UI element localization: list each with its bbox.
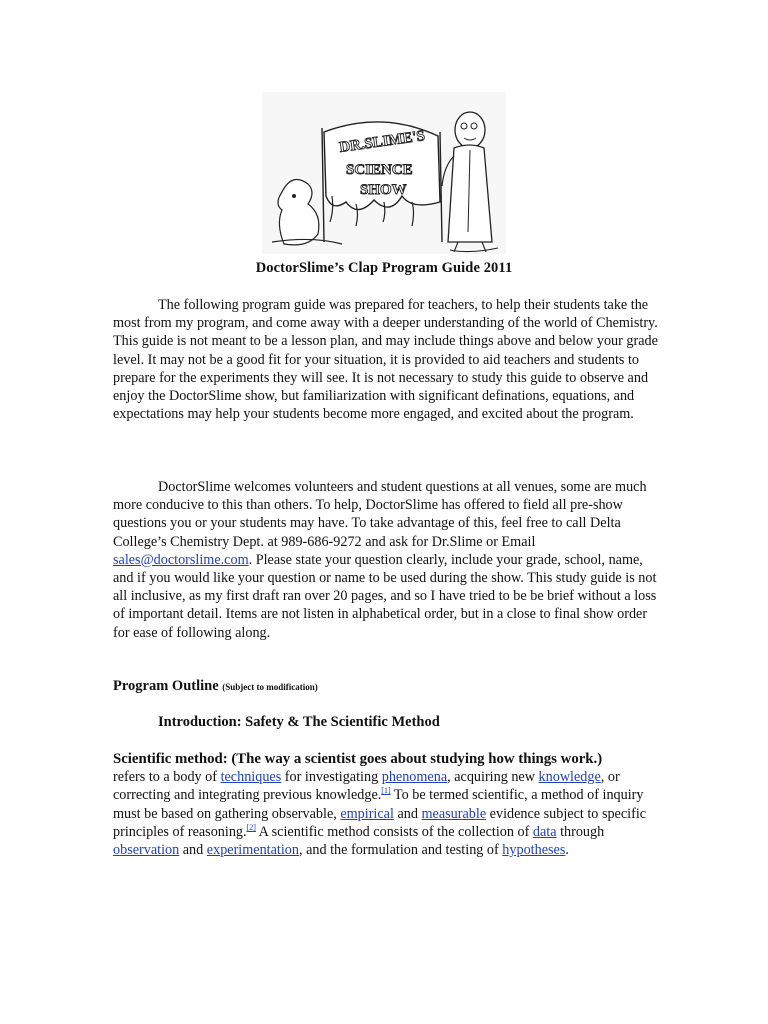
scientific-method-heading: Scientific method: (The way a scientist goes about studying how things work.) <box>113 751 603 767</box>
empirical-link[interactable]: empirical <box>340 805 394 822</box>
doctor-slime-logo <box>262 92 506 254</box>
sm-text: for investigating <box>281 769 382 786</box>
sm-text: and <box>393 805 422 822</box>
intro-paragraph-text: The following program guide was prepared for teachers, to help their students take the most from my program, and come away with a deeper understanding of the world of Chemistry. This guide is not meant to be a lesson plan, and may include things above and below your grade level. It may not be a good fit for your situation, it is provided to aid teachers and students to prepare for the experiments they will see. It is not necessary to study this guide to observe and enjoy the DoctorSlime show, but familiarization with significant definations, equations, and expectations may help your students become more engaged, and excited about the program. <box>113 297 658 423</box>
sm-text: , and the formulation and testing of <box>298 842 503 859</box>
questions-paragraph <box>113 478 658 642</box>
data-link[interactable]: data <box>532 823 557 840</box>
sm-text: and <box>179 842 207 859</box>
observation-link[interactable]: observation <box>113 842 180 859</box>
scientific-method-paragraph <box>113 750 658 859</box>
sm-text: evidence subject to specific principles of reasoning. <box>113 805 647 840</box>
sm-text: through <box>556 823 605 840</box>
outline-note: (Subject to modification) <box>222 682 318 692</box>
sm-text: A scientific method consists of the collection of <box>255 823 533 840</box>
sm-text: , or correcting and integrating previous knowledge. <box>113 769 620 804</box>
sm-text: , acquiring new <box>447 769 539 786</box>
program-outline-heading <box>113 678 318 695</box>
experimentation-link[interactable]: experimentation <box>206 842 299 859</box>
hypotheses-link[interactable]: hypotheses <box>502 842 566 859</box>
questions-text-start: DoctorSlime welcomes volunteers and student questions at all venues, some are much more conducive to this than others. To help, DoctorSlime has offered to field all pre-show questions you or your students may have. To take advantage of this, feel free to call Delta College’s Chemistry Dept. at 989-686-9272 and ask for Dr.Slime or Email <box>113 479 647 550</box>
sm-text: refers to a body of <box>113 769 221 786</box>
sm-text: . <box>565 842 569 859</box>
sm-text: To be termed scientific, a method of inquiry must be based on gathering observable, <box>113 787 644 822</box>
document-title: DoctorSlime’s Clap Program Guide 2011 <box>255 260 513 276</box>
phenomena-link[interactable]: phenomena <box>381 769 448 786</box>
intro-paragraph <box>113 296 658 423</box>
outline-heading-text: Program Outline <box>113 678 219 694</box>
email-link[interactable]: sales@doctorslime.com <box>113 551 249 568</box>
svg-text:SHOW: SHOW <box>360 182 407 198</box>
svg-text:SCIENCE: SCIENCE <box>346 162 413 178</box>
measurable-link[interactable]: measurable <box>421 805 487 822</box>
knowledge-link[interactable]: knowledge <box>538 769 601 786</box>
questions-text-end: . Please state your question clearly, include your grade, school, name, and if you would like your question or name to be used during the show. This study guide is not all inclusive, as my first draft ran over 20 pages, and so I have tried to be be brief without a loss of important detail. Items are not listen in alphabetical order, but in a close to final show order for ease of following along. <box>113 551 657 641</box>
reference-2-link[interactable]: [2] <box>246 822 256 832</box>
svg-text:DR.SLIME'S: DR.SLIME'S <box>338 128 426 156</box>
techniques-link[interactable]: techniques <box>220 769 282 786</box>
reference-1-link[interactable]: [1] <box>381 786 391 796</box>
cartoon-illustration <box>262 92 506 254</box>
introduction-heading: Introduction: Safety & The Scientific Method <box>158 714 440 730</box>
